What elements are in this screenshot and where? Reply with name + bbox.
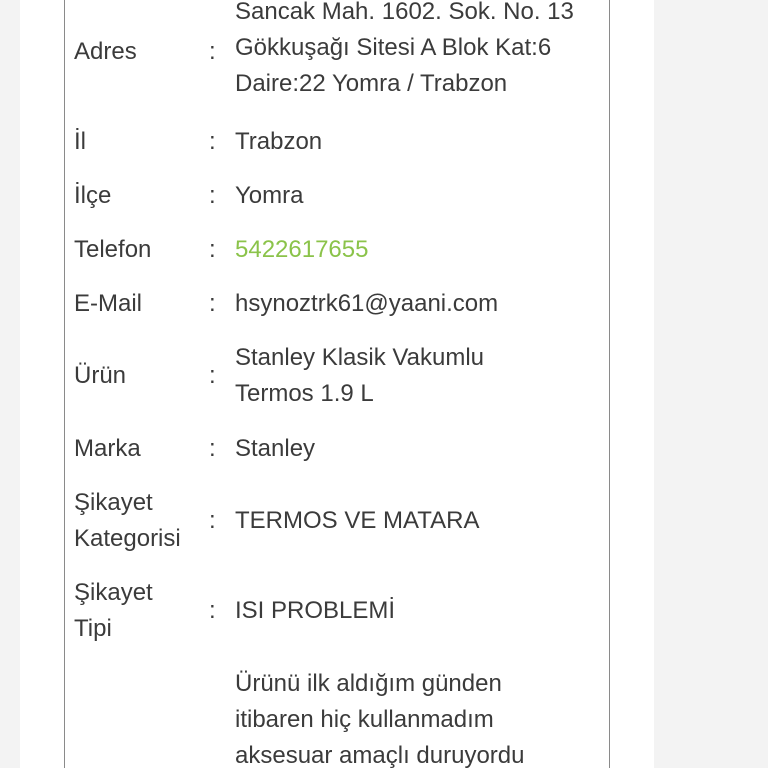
row-colon: :: [209, 507, 216, 534]
row-colon: :: [209, 182, 216, 209]
details-table: [64, 0, 610, 768]
district-label: İlçe: [74, 182, 112, 209]
row-colon: :: [209, 290, 216, 317]
row-colon: :: [209, 362, 216, 389]
phone-link[interactable]: 5422617655: [235, 236, 369, 263]
row-colon: :: [209, 128, 216, 155]
complaint-category-label: Şikayet Kategorisi: [74, 489, 181, 552]
row-colon: :: [209, 236, 216, 263]
complaint-description: Ürünü ilk aldığım günden itibaren hiç kullanmadım aksesuar amaçlı duruyordu: [235, 670, 525, 768]
complaint-type-value: ISI PROBLEMİ: [235, 597, 396, 624]
address-value: Sancak Mah. 1602. Sok. No. 13 Gökkuşağı Sitesi A Blok Kat:6 Daire:22 Yomra / Trabzon: [235, 0, 574, 97]
province-label: İl: [74, 128, 86, 155]
province-value: Trabzon: [235, 128, 323, 155]
row-colon: :: [209, 597, 216, 624]
row-colon: :: [209, 38, 216, 65]
product-label: Ürün: [74, 362, 127, 389]
district-value: Yomra: [235, 182, 304, 209]
brand-value: Stanley: [235, 435, 316, 462]
details-card: [20, 0, 654, 768]
address-label: Adres: [74, 38, 137, 65]
row-colon: :: [209, 435, 216, 462]
email-value: hsynoztrk61@yaani.com: [235, 290, 499, 317]
brand-label: Marka: [74, 435, 141, 462]
complaint-category-value: TERMOS VE MATARA: [235, 507, 480, 534]
complaint-type-label: Şikayet Tipi: [74, 579, 153, 642]
email-label: E-Mail: [74, 290, 143, 317]
phone-label: Telefon: [74, 236, 152, 263]
product-value: Stanley Klasik Vakumlu Termos 1.9 L: [235, 344, 484, 407]
